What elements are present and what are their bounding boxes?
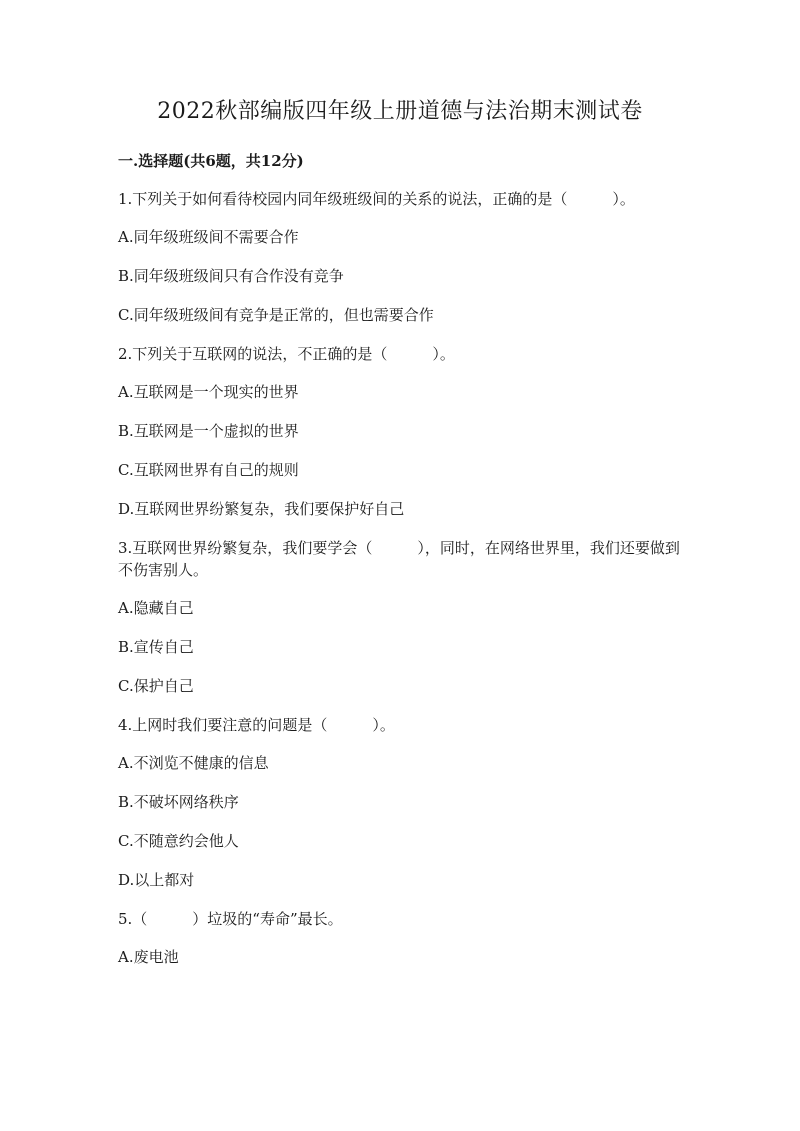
option-a: A.隐藏自己: [118, 599, 194, 617]
option-d: D.互联网世界纷繁复杂，我们要保护好自己: [118, 500, 405, 518]
option-a: A.互联网是一个现实的世界: [118, 383, 299, 401]
section-heading: 一.选择题(共6题，共12分): [118, 152, 304, 170]
option-c: C.保护自己: [118, 677, 194, 695]
option-d: D.以上都对: [118, 871, 195, 889]
question-stem: 3.互联网世界纷繁复杂，我们要学会（ ），同时，在网络世界里，我们还要做到不伤害别人。: [118, 539, 680, 579]
question-5: [118, 908, 682, 968]
question-stem: 2.下列关于互联网的说法，不正确的是（ ）。: [118, 345, 455, 363]
question-stem: 4.上网时我们要注意的问题是（ ）。: [118, 716, 395, 734]
option-c: C.同年级班级间有竞争是正常的，但也需要合作: [118, 306, 434, 324]
option-b: B.互联网是一个虚拟的世界: [118, 422, 299, 440]
option-b: B.宣传自己: [118, 638, 194, 656]
option-c: C.不随意约会他人: [118, 832, 239, 850]
question-stem: 5.（ ）垃圾的“寿命”最长。: [118, 910, 343, 928]
option-a: A.不浏览不健康的信息: [118, 754, 269, 772]
option-b: B.同年级班级间只有合作没有竞争: [118, 267, 344, 285]
question-3: [118, 537, 682, 697]
question-2: [118, 343, 682, 520]
document-title: 2022秋部编版四年级上册道德与法治期末测试卷: [157, 99, 643, 124]
question-stem: 1.下列关于如何看待校园内同年级班级间的关系的说法，正确的是（ ）。: [118, 190, 635, 208]
option-b: B.不破坏网络秩序: [118, 793, 239, 811]
question-1: [118, 188, 682, 326]
option-a: A.同年级班级间不需要合作: [118, 228, 299, 246]
option-a: A.废电池: [118, 948, 179, 966]
question-4: [118, 714, 682, 891]
option-c: C.互联网世界有自己的规则: [118, 461, 299, 479]
